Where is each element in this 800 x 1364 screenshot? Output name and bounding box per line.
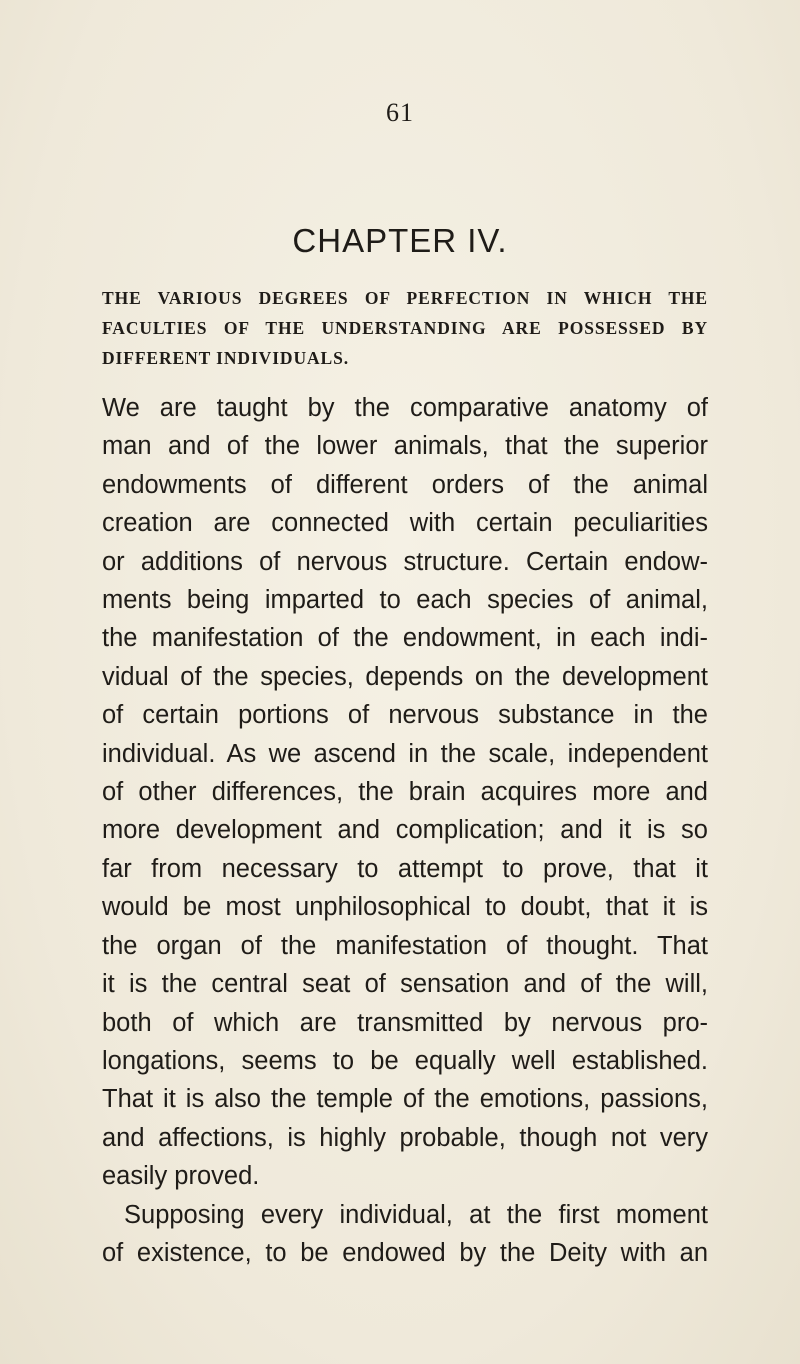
paragraph-line: more development and complication; and it is so	[102, 816, 708, 845]
paragraph-line: the manifestation of the endowment, in each indi-	[102, 624, 708, 653]
subtitle-line: THE VARIOUS DEGREES OF PERFECTION IN WHICH THE	[102, 288, 708, 308]
paragraph-line: and affections, is highly probable, though not very	[102, 1123, 708, 1152]
paragraph-line: it is the central seat of sensation and of the will,	[102, 970, 708, 999]
paragraph-line: creation are connected with certain peculiarities	[102, 509, 708, 538]
paragraph-line: individual. As we ascend in the scale, independent	[102, 739, 708, 768]
paragraph-line: of certain portions of nervous substance in the	[102, 701, 708, 730]
paragraph-line: or additions of nervous structure. Certain endow-	[102, 547, 708, 576]
chapter-title: CHAPTER IV.	[292, 222, 508, 259]
paragraph-line: We are taught by the comparative anatomy of	[102, 394, 708, 422]
body-text	[102, 389, 708, 1272]
paragraph-line: far from necessary to attempt to prove, that it	[102, 854, 708, 883]
page-number: 61	[386, 98, 414, 127]
paragraph-line: longations, seems to be equally well established.	[102, 1046, 708, 1075]
paragraph-line: Supposing every individual, at the first moment	[124, 1200, 708, 1229]
paragraph-line: endowments of different orders of the animal	[102, 470, 708, 499]
paragraph-line: the organ of the manifestation of thought. That	[102, 931, 708, 960]
paragraph-line: man and of the lower animals, that the superior	[102, 432, 708, 461]
paragraph-line: ments being imparted to each species of animal,	[102, 586, 708, 615]
subtitle-line: FACULTIES OF THE UNDERSTANDING ARE POSSESSED BY	[102, 318, 708, 338]
paragraph-line: both of which are transmitted by nervous pro-	[102, 1008, 708, 1037]
paragraph-line: of existence, to be endowed by the Deity with an	[102, 1238, 708, 1267]
paragraph-line: vidual of the species, depends on the development	[102, 662, 708, 691]
subtitle-line: DIFFERENT INDIVIDUALS.	[102, 348, 350, 368]
chapter-subtitle	[102, 283, 708, 373]
paragraph-line: would be most unphilosophical to doubt, that it is	[102, 893, 708, 922]
paragraph-line: That it is also the temple of the emotions, passions,	[102, 1085, 708, 1114]
paragraph-line: easily proved.	[102, 1162, 260, 1191]
paragraph-line: of other differences, the brain acquires more and	[102, 778, 708, 807]
